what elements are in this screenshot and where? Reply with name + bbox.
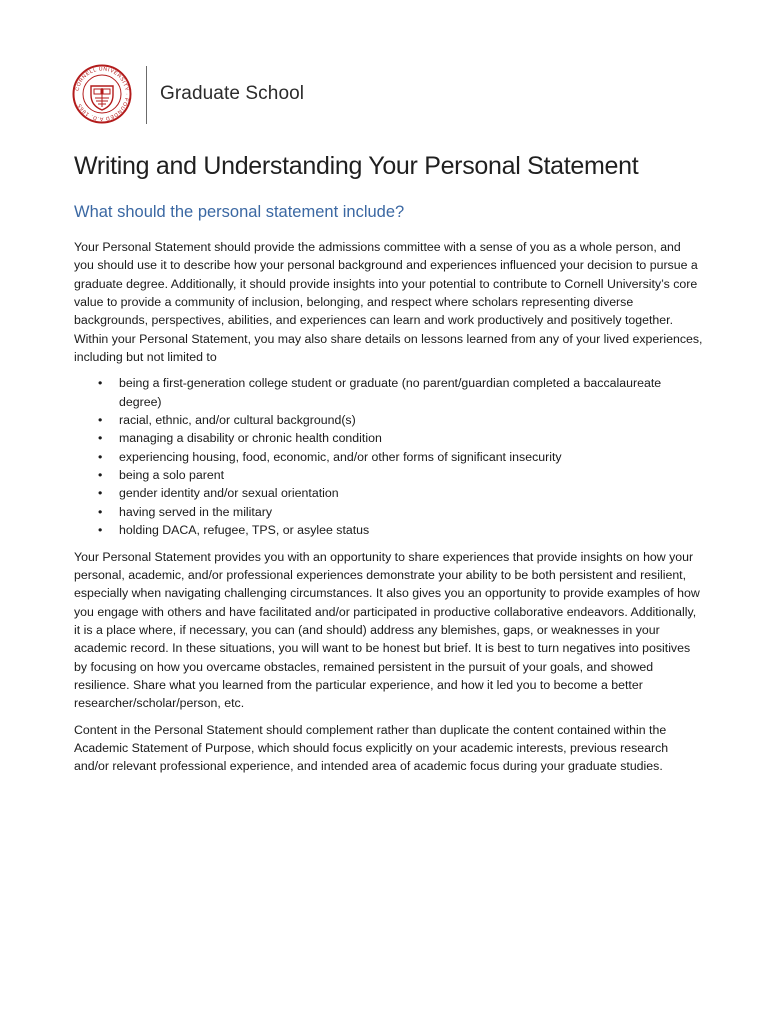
- list-item: • gender identity and/or sexual orientation: [74, 484, 704, 502]
- section-heading: What should the personal statement include?: [74, 203, 405, 221]
- list-item: • having served in the military: [74, 503, 704, 521]
- resilience-paragraph: Your Personal Statement provides you with an opportunity to share experiences that provide insights on how your personal, academic, and/or professional experiences demonstrate your ability to be both persistent and resilient, especially when navigating challenging circumstances. It also gives you an opportunity to provide examples of how you engage with others and have facilitated and/or participated in productive collaborative endeavors. Additionally, it is a place where, if necessary, you can (and should) address any blemishes, gaps, or weaknesses in your academic record. In these situations, you will want to be honest but brief. It is best to turn negatives into positives by focusing on how you overcame obstacles, remained persistent in the pursuit of your goals, and showed resilience. Share what you learned from the particular experience, and how it led you to become a better researcher/scholar/person, etc.: [74, 549, 700, 711]
- page-title: Writing and Understanding Your Personal Statement: [74, 152, 639, 180]
- intro-paragraph: Your Personal Statement should provide the admissions committee with a sense of you as a whole person, and you should use it to describe how your personal background and experiences influenced your decision to pursue a graduate degree. Additionally, it should provide insights into your potential to contribute to Cornell University’s core value to provide a community of inclusion, belonging, and respect where scholars representing diverse backgrounds, perspectives, abilities, and experiences can learn and work productively and positively together. Within your Personal Statement, you may also share details on lessons learned from any of your lived experiences, including but not limited to: [74, 240, 703, 365]
- list-item: • being a first-generation college student or graduate (no parent/guardian completed a baccalaureate degree): [74, 374, 704, 411]
- school-name: Graduate School: [160, 83, 305, 104]
- list-item: • managing a disability or chronic health condition: [74, 429, 704, 447]
- list-item: • racial, ethnic, and/or cultural background(s): [74, 411, 704, 429]
- svg-text:CORNELL UNIVERSITY · FOUNDED A: CORNELL UNIVERSITY · FOUNDED A.D. 1865: [74, 66, 130, 122]
- page-header: [72, 64, 312, 126]
- cornell-seal-icon: [72, 64, 132, 124]
- document-body: [74, 238, 704, 784]
- list-item: • holding DACA, refugee, TPS, or asylee status: [74, 521, 704, 539]
- header-divider: [146, 66, 147, 124]
- list-item: • being a solo parent: [74, 466, 704, 484]
- list-item: • experiencing housing, food, economic, and/or other forms of significant insecurity: [74, 448, 704, 466]
- experience-list: [74, 374, 704, 539]
- complement-paragraph: Content in the Personal Statement should complement rather than duplicate the content contained within the Academic Statement of Purpose, which should focus explicitly on your academic interests, previous research and/or relevant professional experience, and intended area of academic focus during your graduate studies.: [74, 722, 669, 774]
